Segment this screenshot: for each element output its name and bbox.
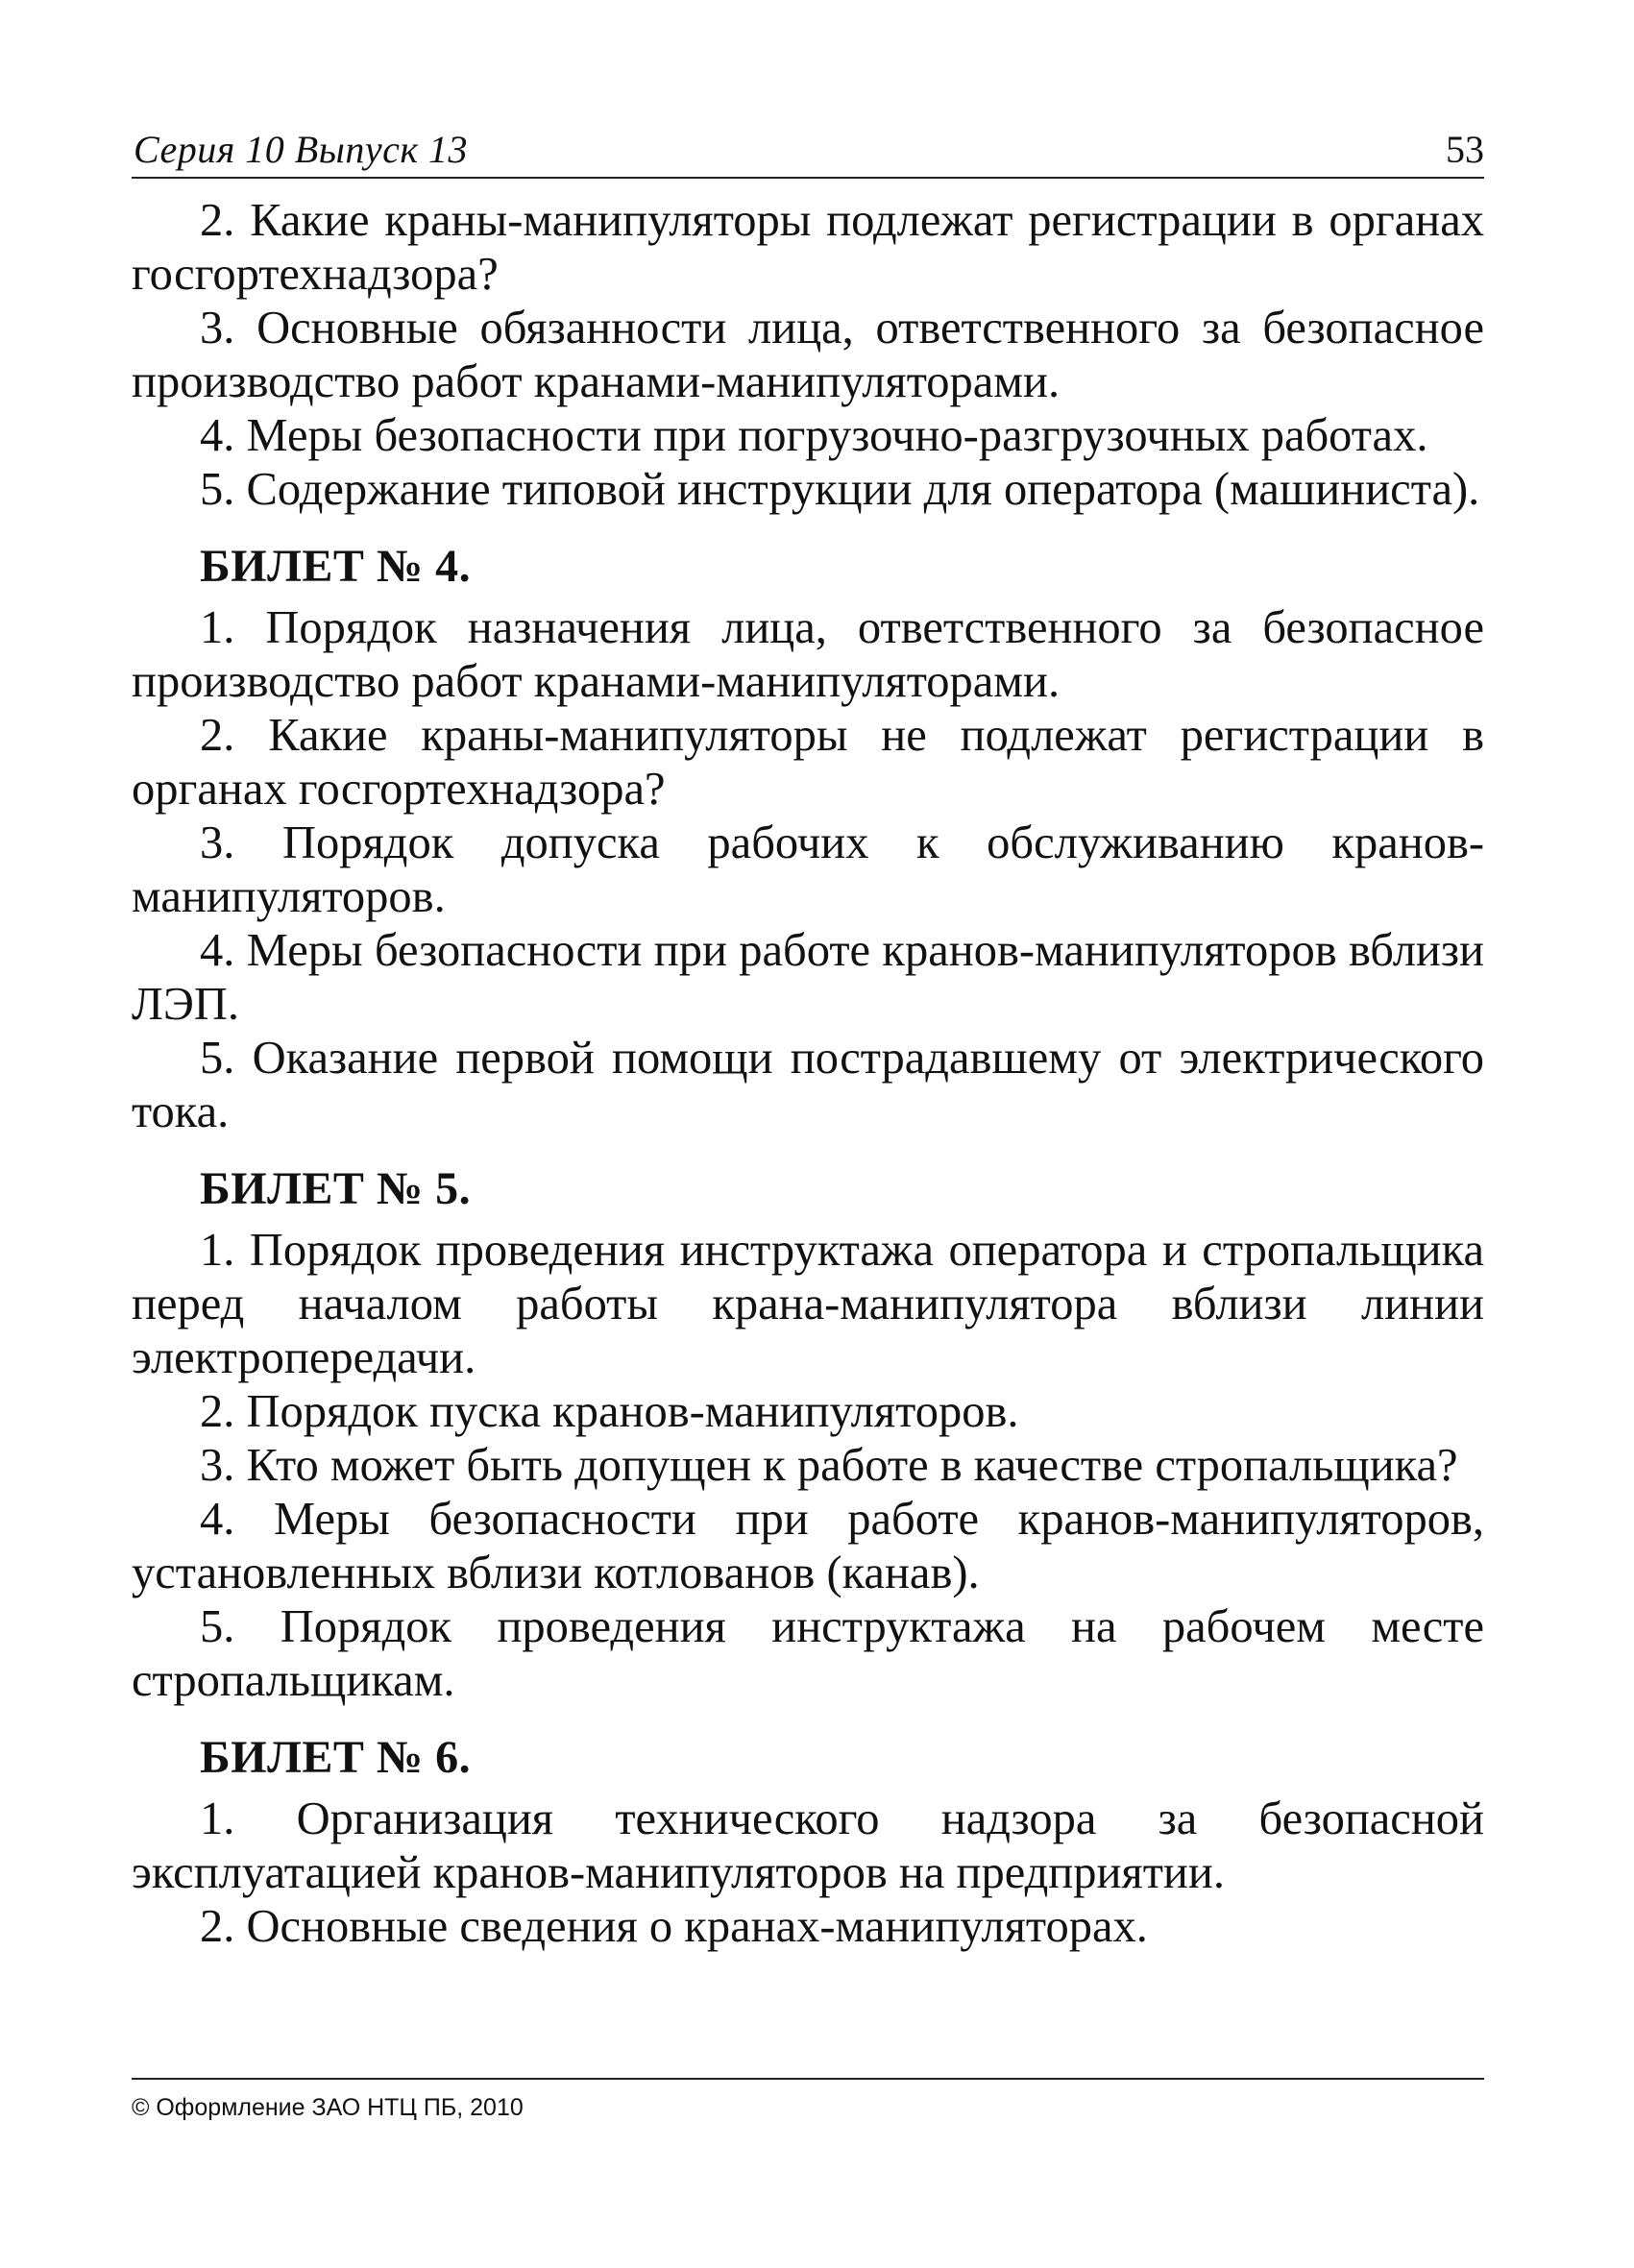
- question-item: 5. Оказание первой помощи пострадавшему от электрического тока.: [132, 1033, 1484, 1137]
- question-item: 4. Меры безопасности при погрузочно-разгрузочных работах.: [200, 410, 1428, 461]
- question-item: 4. Меры безопасности при работе кранов-манипуляторов вблизи ЛЭП.: [132, 925, 1484, 1030]
- copyright-text: © Оформление ЗАО НТЦ ПБ, 2010: [132, 2094, 524, 2121]
- page-number: 53: [1446, 128, 1484, 171]
- question-item: 3. Основные обязанности лица, ответственного за безопасное производство работ кранами-манипуляторами.: [132, 303, 1484, 407]
- question-item: 4. Меры безопасности при работе кранов-манипуляторов, установленных вблизи котлованов (канав).: [132, 1494, 1484, 1598]
- ticket-heading: БИЛЕТ № 5.: [200, 1163, 472, 1214]
- ticket-heading: БИЛЕТ № 6.: [200, 1732, 472, 1783]
- question-item: 2. Основные сведения о кранах-манипуляторах.: [200, 1901, 1148, 1952]
- series-title: Серия 10 Выпуск 13: [134, 128, 469, 171]
- question-item: 5. Порядок проведения инструктажа на рабочем месте стропальщикам.: [132, 1601, 1484, 1706]
- question-item: 5. Содержание типовой инструкции для оператора (машиниста).: [200, 464, 1480, 515]
- page-footer: [132, 2078, 1484, 2122]
- question-item: 1. Порядок проведения инструктажа оператора и стропальщика перед началом работы крана-манипулятора вблизи линии электропередачи.: [132, 1225, 1484, 1383]
- question-item: 1. Порядок назначения лица, ответственного за безопасное производство работ кранами-манипуляторами.: [132, 602, 1484, 707]
- page-header: [132, 127, 1484, 179]
- question-item: 2. Какие краны-манипуляторы не подлежат регистрации в органах госгортехнадзора?: [132, 710, 1484, 815]
- question-item: 1. Организация технического надзора за безопасной эксплуатацией кранов-манипуляторов на предприятии.: [132, 1793, 1484, 1898]
- question-item: 3. Кто может быть допущен к работе в качестве стропальщика?: [200, 1440, 1458, 1491]
- page-content: [132, 194, 1484, 1954]
- question-item: 2. Какие краны-манипуляторы подлежат регистрации в органах госгортехнадзора?: [132, 195, 1484, 300]
- question-item: 2. Порядок пуска кранов-манипуляторов.: [200, 1386, 1019, 1437]
- ticket-heading: БИЛЕТ № 4.: [200, 541, 472, 592]
- question-item: 3. Порядок допуска рабочих к обслуживанию кранов-манипуляторов.: [132, 817, 1484, 922]
